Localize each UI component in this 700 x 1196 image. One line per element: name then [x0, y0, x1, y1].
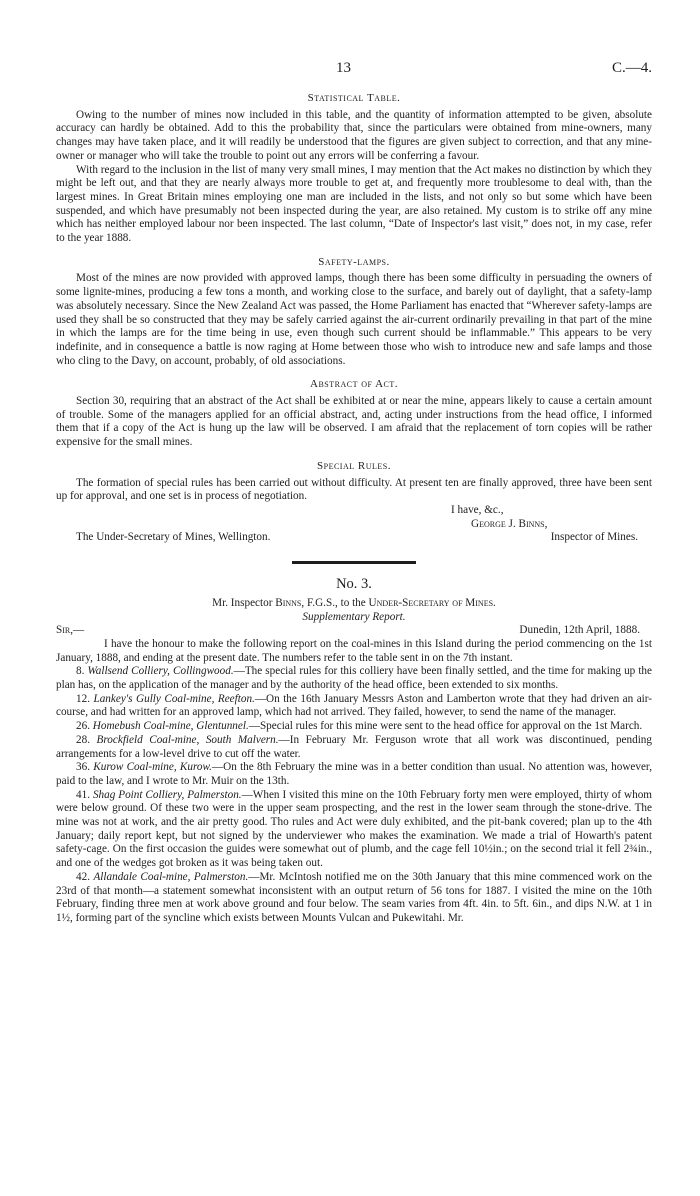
mine-entry: [56, 720, 652, 734]
mine-entry: [56, 789, 652, 871]
mine-entry: [56, 871, 652, 926]
entry-number: 8.: [76, 665, 88, 678]
document-reference: C.—4.: [611, 60, 652, 76]
mine-entry: [56, 761, 652, 788]
entry-number: 28.: [76, 733, 97, 746]
paragraph: Most of the mines are now provided with approved lamps, though there has been some difficulty in persuading the owners of some lignite-mines, producing a few tons a month, and working close to the surface, and barely out of daylight, that a safety-lamp was absolutely necessary. Since the New Zealand Act was passed, the Home Parliament has enacted that “Wherever safety-lamps are used they shall be so constructed that they may be safely carried against the air-current ordinarily prevailing in that part of the mine in which the lamps are for the time being in use, even though such current should be inflammable.” This appears to be very indefinite, and in consequence a battle is now raging at Home between those who wish to introduce new and safe lamps and those who cling to the Davy, on account, probably, of old associations.: [56, 272, 652, 367]
section-divider: [292, 561, 416, 564]
title-name: Binns: [275, 596, 302, 609]
entry-mine-name: Kurow Coal-mine, Kurow.: [93, 761, 212, 774]
entry-mine-name: Lankey's Gully Coal-mine, Reefton.: [93, 692, 255, 705]
entry-mine-name: Homebush Coal-mine, Glentunnel.: [92, 720, 249, 733]
entry-text: —In February Mr. Ferguson wrote that all work was discontinued, pending arrangements for a low-level drive to cut off the water.: [56, 733, 652, 760]
report-number: No. 3.: [336, 576, 372, 593]
title-prefix: Mr. Inspector: [212, 596, 273, 609]
paragraph: Section 30, requiring that an abstract of the Act shall be exhibited at or near the mine, appears likely to cause a certain amount of trouble. Some of the managers applied for an official abstract, and, acting under instructions from the head office, I informed them that if a copy of the Act is hung up the law will be observed. I am afraid that the replacement of torn copies will be rather expensive for the small mines.: [56, 395, 652, 449]
salutation: Sir,—: [56, 624, 85, 637]
entry-mine-name: Wallsend Colliery, Collingwood.: [87, 665, 234, 678]
paragraph: The formation of special rules has been carried out without difficulty. At present ten are finally approved, three have been sent up for approval, and one set is in process of negotiation.: [56, 476, 652, 503]
report-date: Dunedin, 12th April, 1888.: [519, 624, 640, 637]
page-number: 13: [336, 60, 351, 76]
signatory-title: Inspector of Mines.: [550, 531, 638, 544]
entry-number: 42.: [76, 870, 94, 883]
signature-row: [56, 531, 652, 545]
entry-number: 36.: [76, 761, 94, 774]
entry-text: —On the 16th January Messrs Aston and Lamberton wrote that they had driven an air-course, and had written for an approved lamp, which had not arrived. They failed, however, to send the name of the manager.: [56, 692, 653, 719]
entry-number: 41.: [76, 788, 93, 801]
section-heading-abstract: Abstract of Act.: [310, 378, 398, 391]
mine-entry: [56, 734, 652, 761]
section-heading-statistical: Statistical Table.: [307, 92, 401, 104]
title-recipient: Under-Secretary of Mines.: [368, 596, 496, 609]
entry-text: —Mr. McIntosh notified me on the 30th January that this mine commenced work on the 23rd of that month—a statement somewhat inconsistent with an output return of 56 tons for 1887. I visited the mine on the 10th February, finding three men at work above ground and four below. The seam varies from 4ft. 4in. to 5ft. 6in., and dips N.W. at 1 in 1½, forming part of the syncline which exists between Mounts Vulcan and Pukewitahi. Mr.: [56, 870, 652, 924]
section-heading-safety-lamps: Safety-lamps.: [318, 255, 390, 268]
paragraph: With regard to the inclusion in the list of many very small mines, I may mention that the Act makes no distinction by which they might be left out, and that they are nearly always more trouble to get at, and frequently more troublesome to deal with, than the largest mines. In Great Britain mines employing one man are included in the lists, and not only so but some which have been suspended, and which have presumably not been inspected during the year, are also retained. My custom is to strike off any mine which has neither employed labour nor been inspected. The last column, “Date of Inspector's last visit,” does not, in my case, refer to the year 1888.: [56, 163, 652, 245]
signature-closing: I have, &c.,: [451, 503, 504, 516]
salutation-row: [56, 624, 652, 638]
entry-number: 12.: [76, 692, 94, 705]
section-heading-special-rules: Special Rules.: [317, 459, 391, 472]
mine-entry: [56, 693, 652, 720]
mine-entry: [56, 665, 652, 692]
entry-text: —The special rules for this colliery have been finally settled, and the time for making up the plan has, on the application of the manager and by the authority of the head office, been extended to six months.: [56, 665, 652, 692]
entry-text: —On the 8th February the mine was in a better condition than usual. No attention was, however, paid to the law, and I wrote to Mr. Muir on the 13th.: [56, 761, 652, 787]
entry-number: 26.: [76, 720, 93, 733]
entry-text: —Special rules for this mine were sent to the head office for approval on the 1st March.: [248, 720, 643, 733]
entry-mine-name: Brockfield Coal-mine, South Malvern.: [96, 733, 279, 746]
addressee: The Under-Secretary of Mines, Wellington.: [76, 531, 271, 544]
paragraph: Owing to the number of mines now included in this table, and the quantity of information attempted to be given, absolute accuracy can hardly be obtained. Add to this the probability that, since the particulars were obtained from mine-owners, many changes may have taken place, and it will readily be understood that the figures are given subject to correction, and that any mine-owner or manager who will take the trouble to point out any errors will be conferring a favour.: [56, 108, 652, 162]
entry-mine-name: Allandale Coal-mine, Palmerston.: [93, 870, 249, 883]
entry-mine-name: Shag Point Colliery, Palmerston.: [92, 788, 242, 801]
report-subtitle: Supplementary Report.: [302, 610, 406, 623]
mine-entries: [56, 665, 652, 925]
entry-text: —When I visited this mine on the 10th February forty men were employed, thirty of whom were below ground. Of these two were in the upper seam prospecting, and the rest in the lower seam through the stone-drive. The mine was not at work, and the air pretty good. Tho rules and Act were duly exhibited, and the pit-bank covered; plan up to the 4th January; daily report kept, but not signed by the underviewer who makes the examination. We made a trial of Howarth's patent safety-cage. On the first occasion the guides were somewhat out of plumb, and the cage fell 10½in.; on the second trial it fell 2¾in., and one of the wedges got broken as it was being taken out.: [56, 788, 653, 870]
report-title: [56, 597, 652, 611]
signature-name: George J. Binns,: [471, 517, 548, 530]
paragraph: I have the honour to make the following report on the coal-mines in this Island during the period commencing on the 1st January, 1888, and ending at the present date. The numbers refer to the table sent in on the 7th instant.: [56, 637, 652, 664]
title-mid: , F.G.S., to the: [301, 596, 366, 609]
